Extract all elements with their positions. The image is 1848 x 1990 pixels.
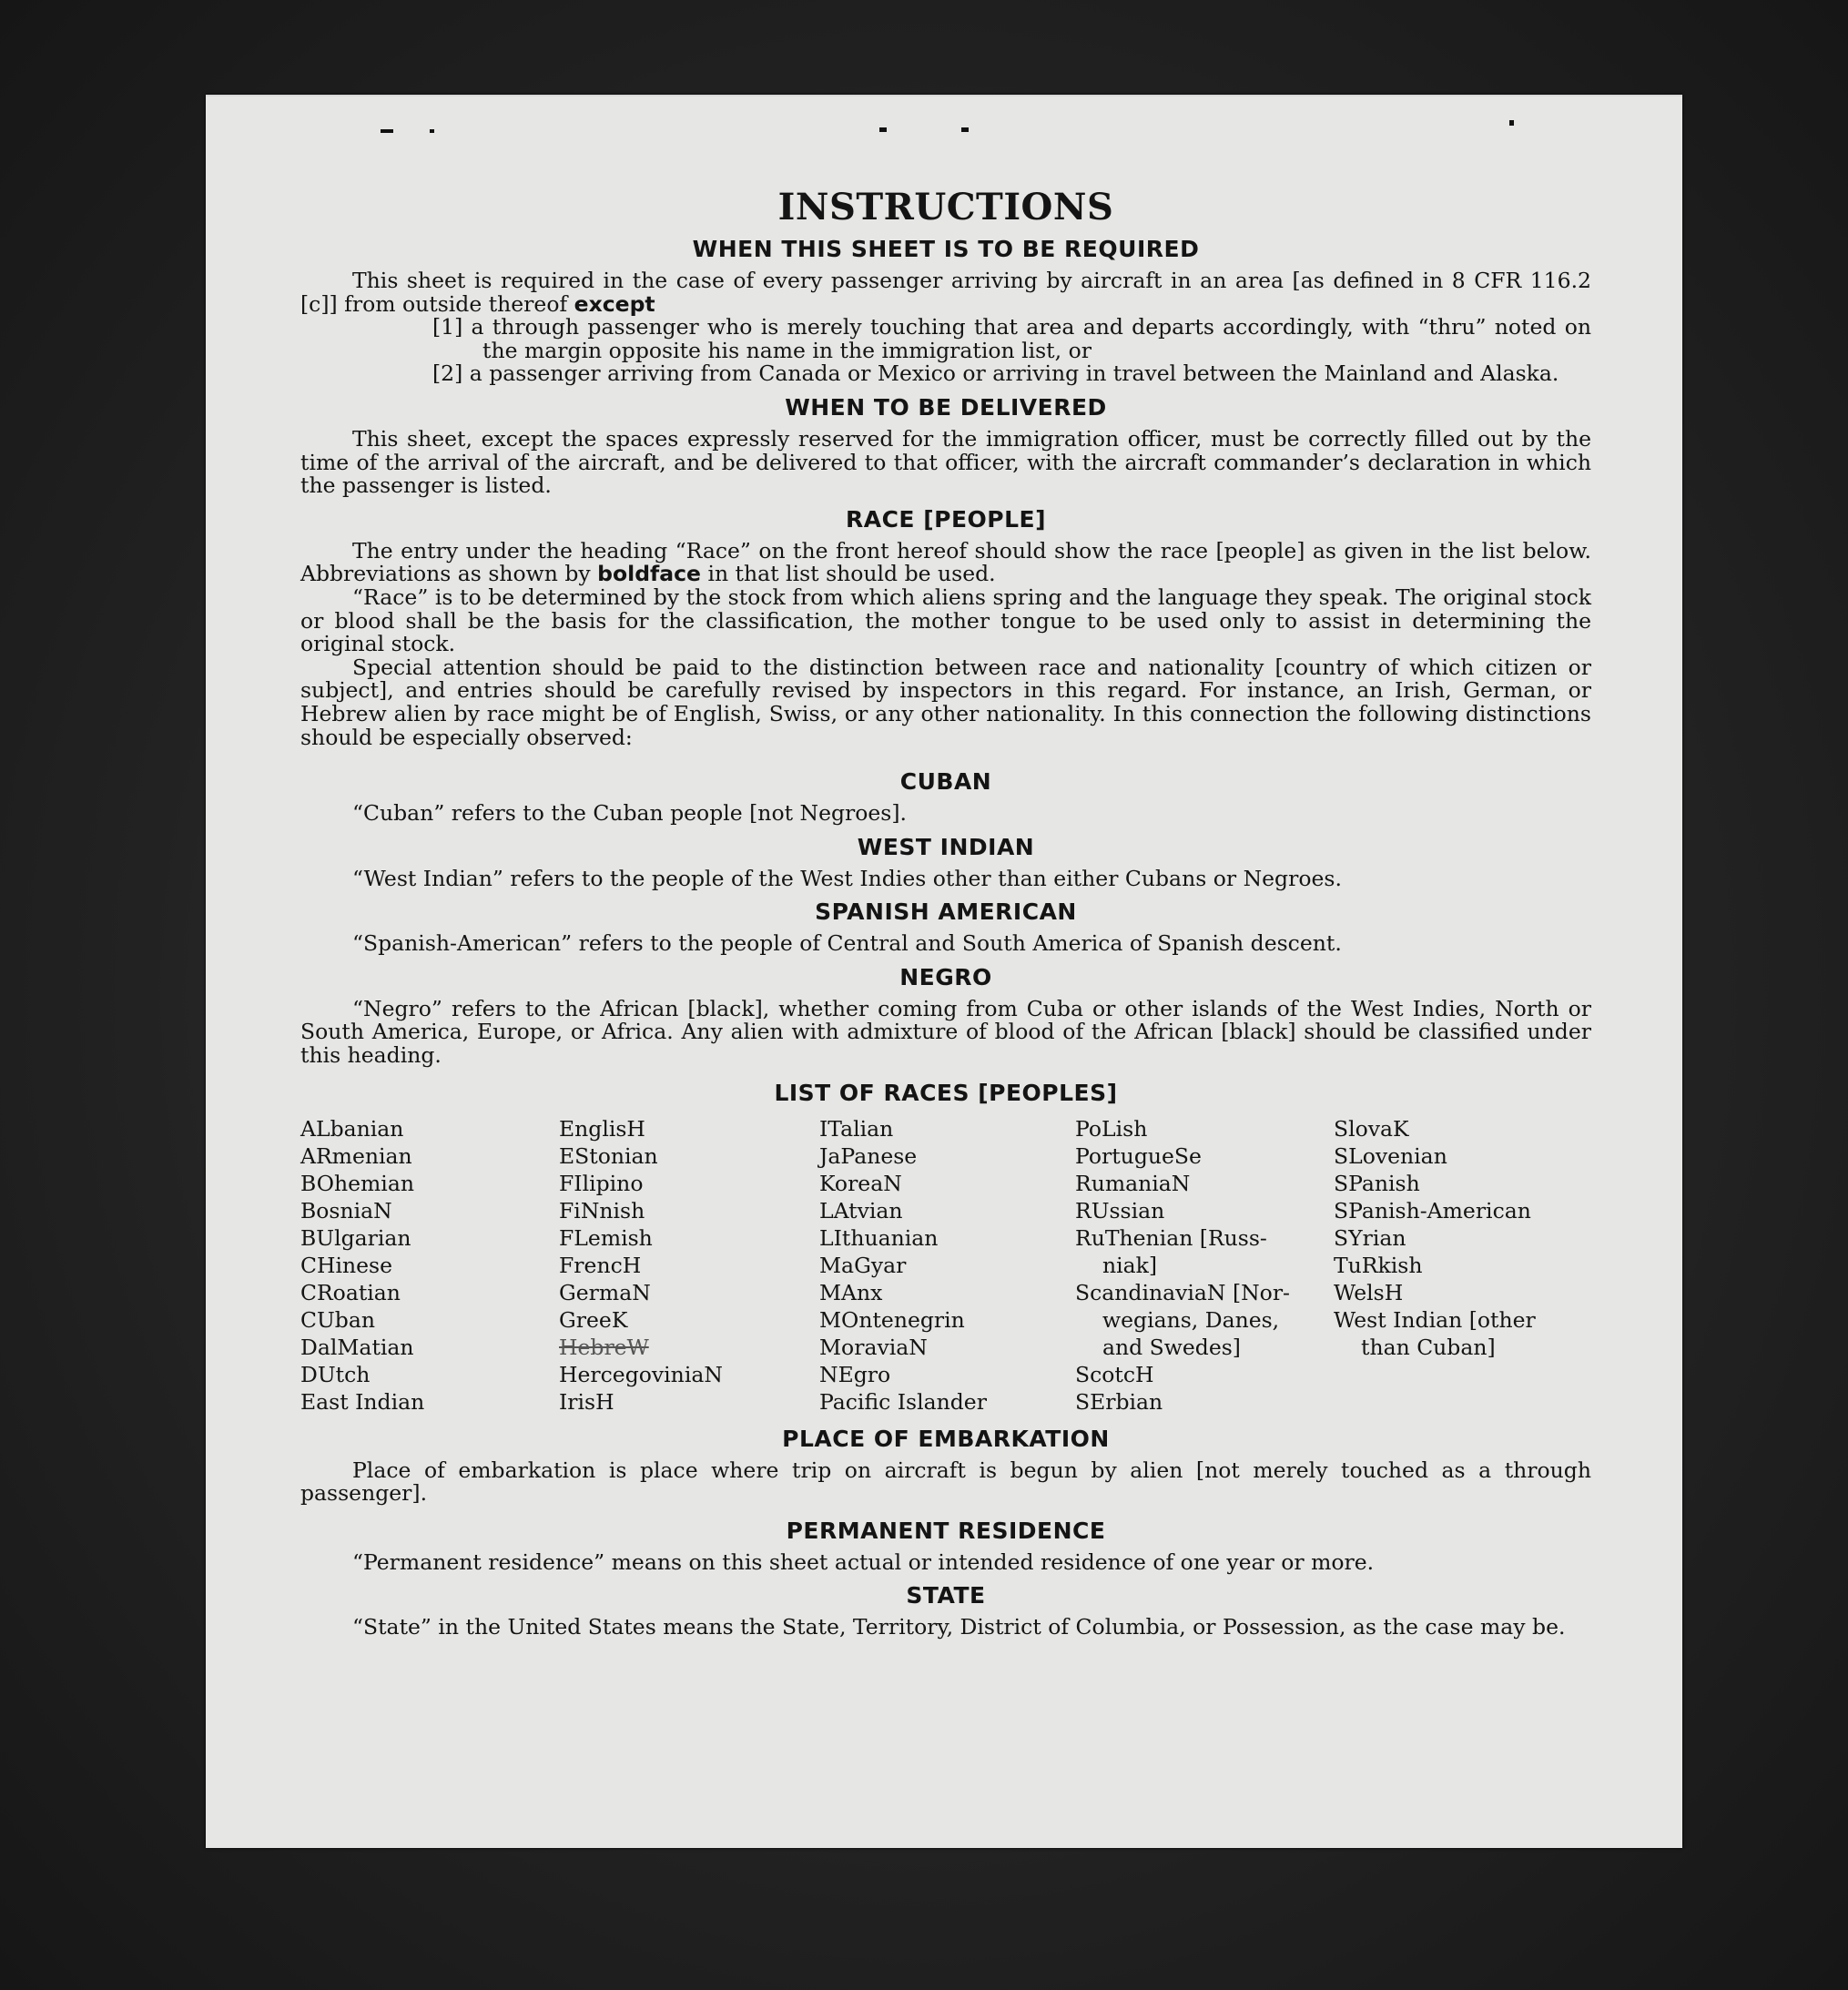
race-item: MOntenegrin <box>819 1306 965 1333</box>
section-heading-spanish-american: SPANISH AMERICAN <box>815 899 1077 926</box>
section-heading-west-indian: WEST INDIAN <box>857 833 1035 860</box>
page-title: INSTRUCTIONS <box>777 186 1114 228</box>
race-item: SlovaK <box>1334 1115 1409 1142</box>
race-item: RumaniaN <box>1075 1170 1191 1196</box>
race-item: ScotcH <box>1075 1361 1154 1387</box>
race-column-2 <box>559 1115 819 1416</box>
section-heading-embarkation: PLACE OF EMBARKATION <box>782 1425 1110 1452</box>
race-p1-start: The entry under the heading “Race” on the front hereof should show the race [people] as given in the list below. Abbreviations as shown by <box>300 537 1591 587</box>
race-item: WelsH <box>1334 1279 1404 1305</box>
race-item-continued: than Cuban] <box>1361 1334 1496 1360</box>
race-item: West Indian [other <box>1334 1306 1536 1333</box>
instructions-content <box>300 186 1591 1640</box>
race-item: FiNnish <box>559 1197 645 1223</box>
race-item: KoreaN <box>819 1170 902 1196</box>
race-item: CRoatian <box>300 1279 401 1305</box>
race-item: MaGyar <box>819 1252 907 1278</box>
section-heading-list: LIST OF RACES [PEOPLES] <box>774 1079 1118 1106</box>
required-intro-except: except <box>574 290 655 317</box>
race-item-continued: and Swedes] <box>1102 1334 1241 1360</box>
race-item: LAtvian <box>819 1197 903 1223</box>
race-item: ITalian <box>819 1115 894 1142</box>
race-item: MAnx <box>819 1279 883 1305</box>
section-heading-residence: PERMANENT RESIDENCE <box>786 1517 1106 1544</box>
race-item: FLemish <box>559 1224 653 1251</box>
page-edge <box>206 95 1682 96</box>
section-heading-state: STATE <box>906 1582 986 1609</box>
race-item: BOhemian <box>300 1170 414 1196</box>
required-intro-text: This sheet is required in the case of every passenger arriving by aircraft in an area [as defined in 8 CFR 116.2 [c]] from outside thereof <box>300 268 1591 317</box>
race-item: CHinese <box>300 1252 392 1278</box>
race-item: DUtch <box>300 1361 371 1387</box>
race-item: MoraviaN <box>819 1334 928 1360</box>
section-heading-negro: NEGRO <box>899 963 992 990</box>
embarkation-text: Place of embarkation is place where trip on aircraft is begun by alien [not merely touched as a through passenger]. <box>300 1457 1591 1507</box>
state-text: “State” in the United States means the State, Territory, District of Columbia, or Possession, as the case may be. <box>352 1614 1566 1640</box>
race-item: EStonian <box>559 1142 658 1169</box>
race-item: SPanish <box>1334 1170 1420 1196</box>
race-item: GermaN <box>559 1279 651 1305</box>
race-item: PortugueSe <box>1075 1142 1202 1169</box>
race-paragraph-1 <box>300 537 1591 587</box>
race-item: ScandinaviaN [Nor- <box>1075 1279 1290 1305</box>
cuban-text: “Cuban” refers to the Cuban people [not Negroes]. <box>352 800 908 827</box>
race-item: BUlgarian <box>300 1224 411 1251</box>
section-heading-delivered: WHEN TO BE DELIVERED <box>785 393 1107 421</box>
required-intro <box>300 269 1591 316</box>
race-list <box>300 1115 1591 1416</box>
race-item-continued: niak] <box>1102 1252 1158 1278</box>
race-item: FrencH <box>559 1252 642 1278</box>
race-item: SLovenian <box>1334 1142 1447 1169</box>
race-item: CUban <box>300 1306 375 1333</box>
scan-speck <box>381 129 393 133</box>
west-indian-text: “West Indian” refers to the people of the West Indies other than either Cubans or Negroes. <box>352 865 1342 891</box>
race-item-continued: wegians, Danes, <box>1102 1306 1280 1333</box>
race-paragraph-2: “Race” is to be determined by the stock from which aliens spring and the language they speak. The original stock or blood shall be the basis for the classification, the mother tongue to be used only to assist in determining the original stock. <box>300 584 1591 657</box>
required-item-1: [1] a through passenger who is merely touching that area and departs accordingly, with “thru” noted on the margin opposite his name in the immigration list, or <box>432 314 1591 363</box>
race-item: RUssian <box>1075 1197 1165 1223</box>
race-item: IrisH <box>559 1388 614 1415</box>
race-item: Pacific Islander <box>819 1388 987 1415</box>
race-p1-boldface: boldface <box>597 561 701 587</box>
scan-speck <box>430 129 434 133</box>
race-item: BosniaN <box>300 1197 392 1223</box>
section-heading-race: RACE [PEOPLE] <box>845 505 1047 533</box>
race-column-5 <box>1334 1115 1592 1416</box>
document-page <box>206 95 1682 1848</box>
race-item: HercegoviniaN <box>559 1361 723 1387</box>
race-column-3 <box>819 1115 1075 1416</box>
scan-speck <box>879 127 887 132</box>
scan-speck <box>961 127 969 132</box>
race-item: FIlipino <box>559 1170 644 1196</box>
race-item: DalMatian <box>300 1334 414 1360</box>
race-item: TuRkish <box>1334 1252 1423 1278</box>
race-item: EnglisH <box>559 1115 645 1142</box>
race-item: LIthuanian <box>819 1224 939 1251</box>
section-heading-required: WHEN THIS SHEET IS TO BE REQUIRED <box>692 236 1200 262</box>
section-heading-cuban: CUBAN <box>899 768 992 796</box>
race-paragraph-3: Special attention should be paid to the distinction between race and nationality [country of which citizen or subject], and entries should be carefully revised by inspectors in this regard. For instance, an Irish, German, or Hebrew alien by race might be of English, Swiss, or any other nationality. In this connection the following distinctions should be especially observed: <box>300 654 1591 750</box>
race-column-1 <box>300 1115 559 1416</box>
residence-text: “Permanent residence” means on this sheet actual or intended residence of one year or more. <box>352 1548 1375 1575</box>
race-column-4 <box>1075 1115 1334 1416</box>
race-item: East Indian <box>300 1388 425 1415</box>
spanish-american-text: “Spanish-American” refers to the people of Central and South America of Spanish descent. <box>352 930 1342 957</box>
negro-text: “Negro” refers to the African [black], whether coming from Cuba or other islands of the West Indies, North or South America, Europe, or Africa. Any alien with admixture of blood of the African [black] should be classified under this heading. <box>300 995 1591 1069</box>
delivered-text: This sheet, except the spaces expressly reserved for the immigration officer, must be correctly filled out by the time of the arrival of the aircraft, and be delivered to that officer, with the aircraft commander’s declaration in which the passenger is listed. <box>300 425 1591 499</box>
race-item: SPanish-American <box>1334 1197 1531 1223</box>
race-item: JaPanese <box>819 1142 918 1169</box>
race-item: ARmenian <box>300 1142 412 1169</box>
race-item: NEgro <box>819 1361 891 1387</box>
race-item-struck: HebreW <box>559 1334 649 1360</box>
race-item: PoLish <box>1075 1115 1148 1142</box>
race-item: SErbian <box>1075 1388 1163 1415</box>
race-item: SYrian <box>1334 1224 1406 1251</box>
race-item: RuThenian [Russ- <box>1075 1224 1267 1251</box>
race-item: GreeK <box>559 1306 628 1333</box>
scan-speck <box>1509 120 1514 126</box>
required-item-2: [2] a passenger arriving from Canada or Mexico or arriving in travel between the Mainland and Alaska. <box>432 360 1559 387</box>
race-p1-end: in that list should be used. <box>700 561 996 587</box>
race-item: ALbanian <box>300 1115 404 1142</box>
